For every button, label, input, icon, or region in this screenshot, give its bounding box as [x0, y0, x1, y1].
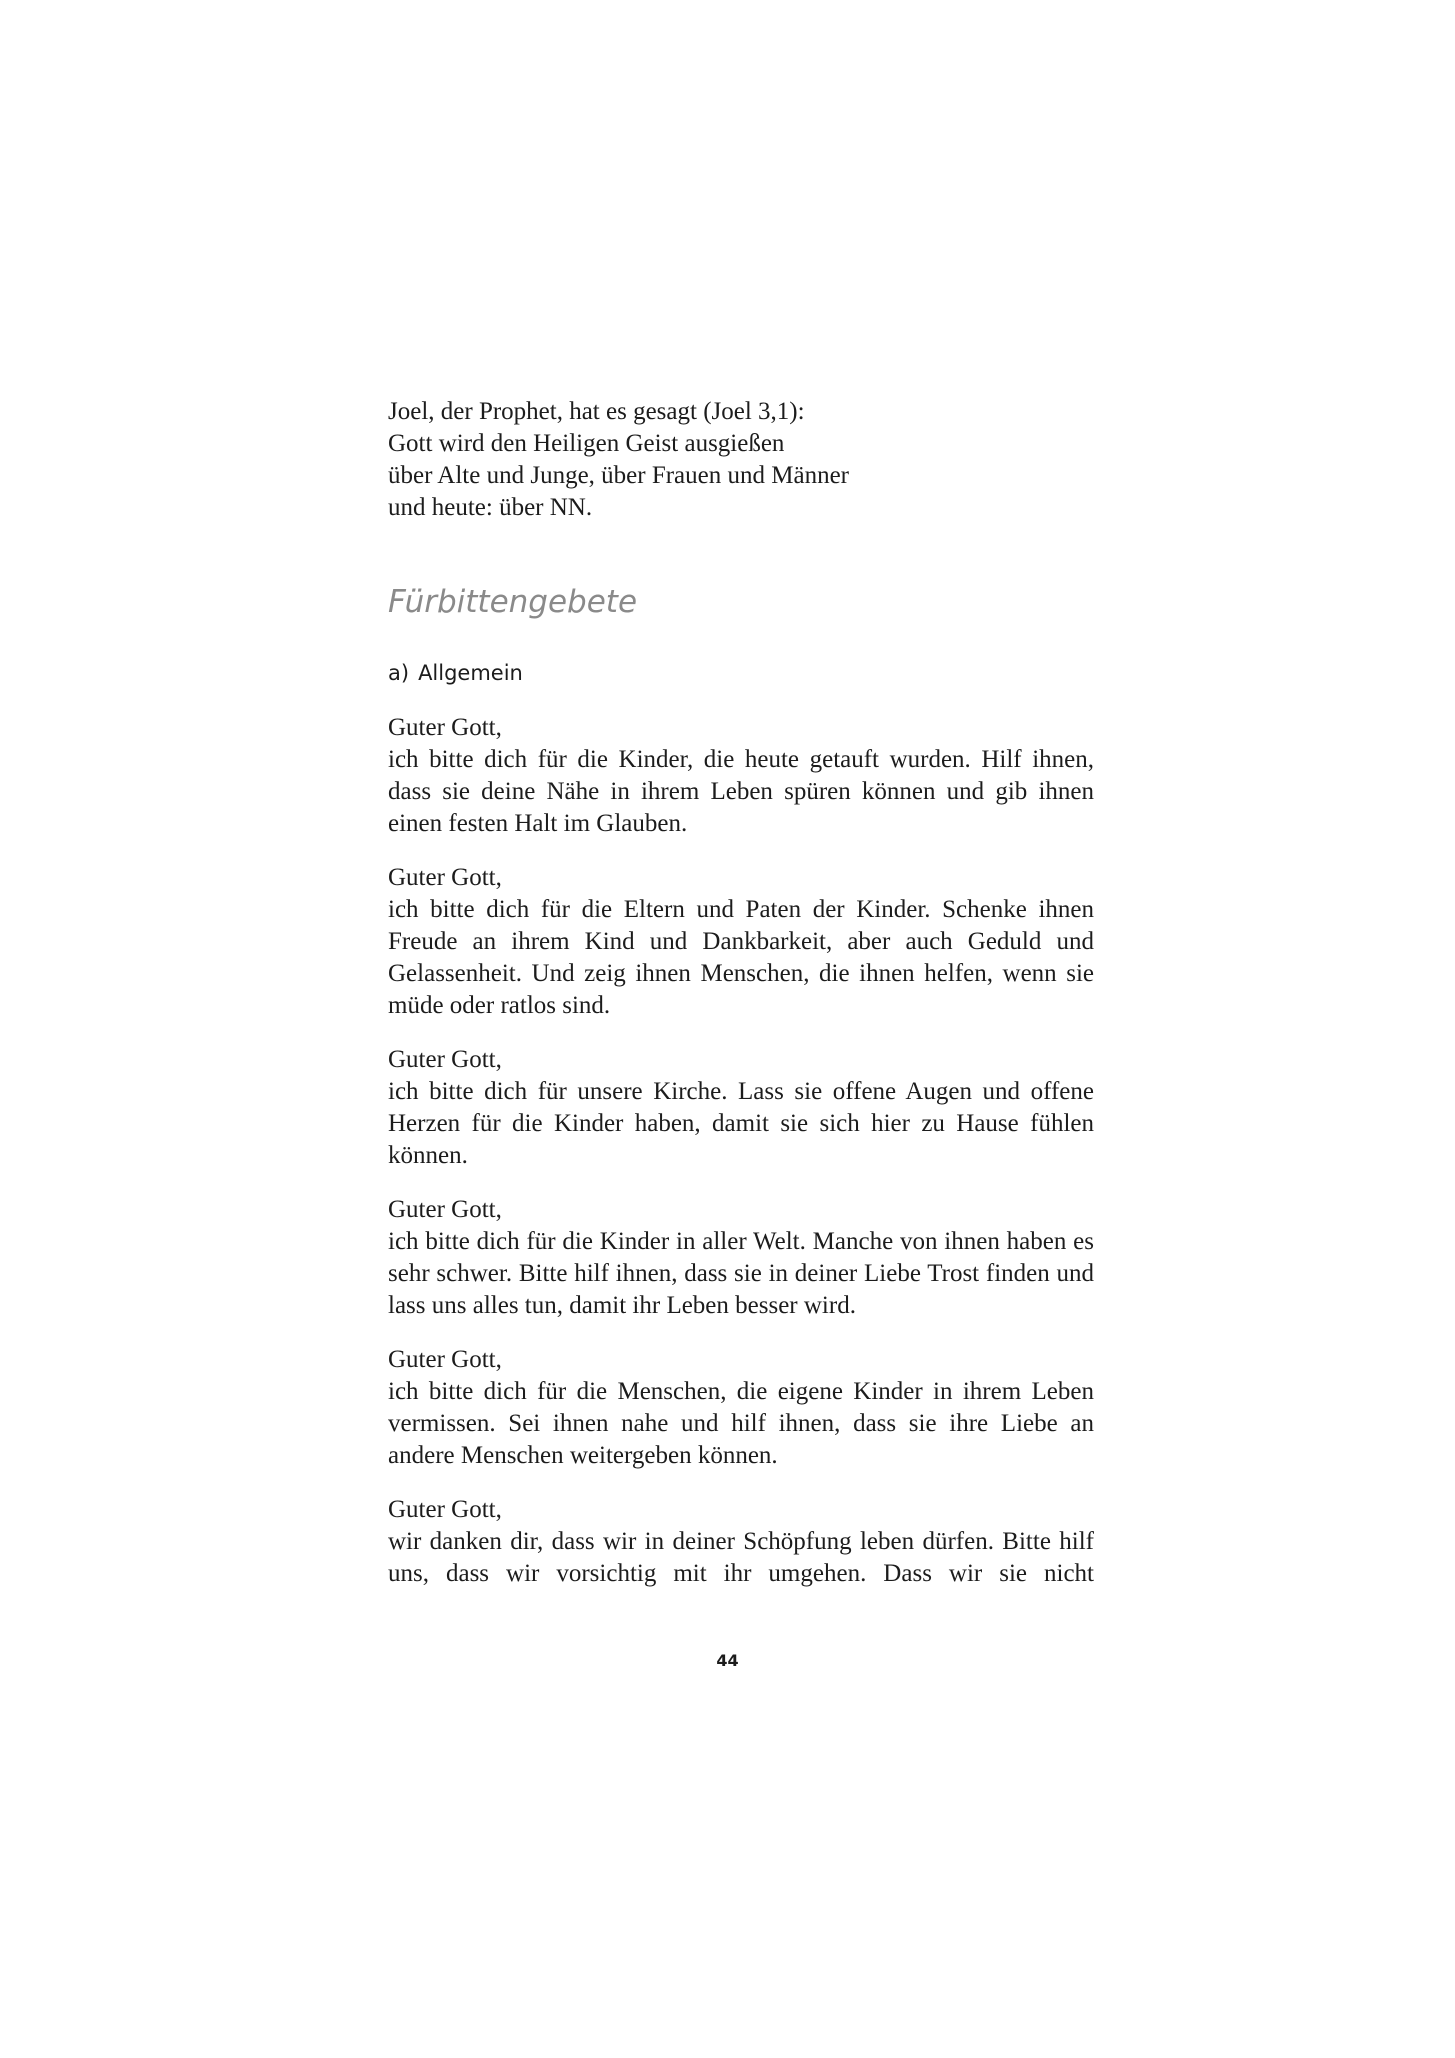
prayer-body: ich bitte dich für unsere Kirche. Lass sie offene Augen und offene Herzen für die Kinder haben, damit sie sich hier zu Hause fühlen können.	[388, 1078, 1094, 1169]
page-number: 44	[716, 1651, 739, 1670]
prayer-address: Guter Gott,	[388, 864, 502, 891]
prayer-body: wir danken dir, dass wir in deiner Schöpfung leben dürfen. Bitte hilf uns, dass wir vorsichtig mit ihr umgehen. Dass wir sie nicht	[388, 1528, 1094, 1587]
prayer-body: ich bitte dich für die Menschen, die eigene Kinder in ihrem Leben vermissen. Sei ihnen nahe und hilf ihnen, dass sie ihre Liebe an andere Menschen weitergeben können.	[388, 1378, 1094, 1469]
intro-line: über Alte und Junge, über Frauen und Männer	[388, 462, 849, 489]
prayer-paragraph	[388, 1344, 1094, 1472]
section-title: Fürbittengebete	[388, 584, 638, 620]
prayer-paragraph	[388, 862, 1094, 1022]
intro-verse	[388, 396, 1094, 524]
prayer-address: Guter Gott,	[388, 714, 502, 741]
intro-line: Joel, der Prophet, hat es gesagt (Joel 3,1):	[388, 398, 805, 425]
prayer-address: Guter Gott,	[388, 1496, 502, 1523]
prayer-paragraph	[388, 1044, 1094, 1172]
prayer-address: Guter Gott,	[388, 1046, 502, 1073]
prayer-address: Guter Gott,	[388, 1196, 502, 1223]
prayer-body: ich bitte dich für die Kinder, die heute getauft wurden. Hilf ihnen, dass sie deine Nähe in ihrem Leben spüren können und gib ihnen einen festen Halt im Glauben.	[388, 746, 1094, 837]
prayer-paragraph	[388, 712, 1094, 840]
prayer-paragraph	[388, 1194, 1094, 1322]
prayer-paragraph	[388, 1494, 1094, 1590]
subsection-heading	[388, 661, 523, 685]
prayer-list	[388, 712, 1094, 1612]
subsection-label: a)	[388, 661, 410, 685]
subsection-title: Allgemein	[418, 661, 523, 685]
prayer-body: ich bitte dich für die Kinder in aller Welt. Manche von ihnen haben es sehr schwer. Bitte hilf ihnen, dass sie in deiner Liebe Trost finden und lass uns alles tun, damit ihr Leben besser wird.	[388, 1228, 1094, 1319]
prayer-body: ich bitte dich für die Eltern und Paten der Kinder. Schenke ihnen Freude an ihrem Kind und Dankbarkeit, aber auch Geduld und Gelassenheit. Und zeig ihnen Menschen, die ihnen helfen, wenn sie müde oder ratlos sind.	[388, 896, 1094, 1019]
prayer-address: Guter Gott,	[388, 1346, 502, 1373]
intro-line: Gott wird den Heiligen Geist ausgießen	[388, 430, 785, 457]
intro-line: und heute: über NN.	[388, 494, 593, 521]
